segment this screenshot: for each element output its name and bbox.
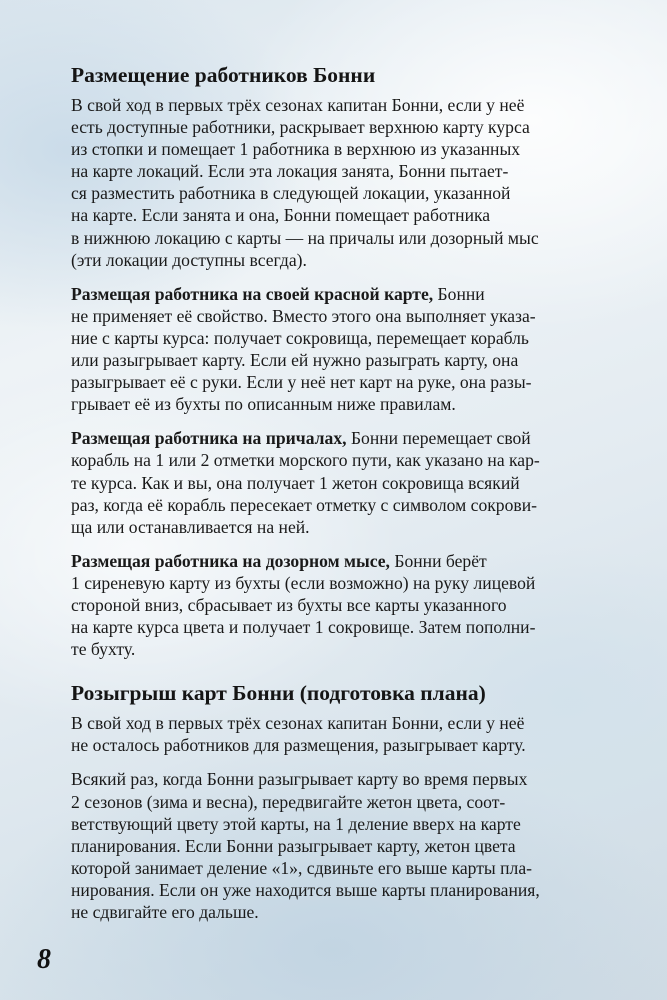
text-line: нирования. Если он уже находится выше карты планирования, xyxy=(71,879,540,900)
lead-tail: Бонни перемещает свой xyxy=(346,428,531,449)
text-line: из стопки и помещает 1 работника в верхнюю из указанных xyxy=(71,139,521,160)
text-line: ние с карты курса: получает сокровища, перемещает корабль xyxy=(71,327,529,348)
text-line: В свой ход в первых трёх сезонах капитан Бонни, если у неё xyxy=(71,95,525,115)
text-line: разыгрывает её с руки. Если у неё нет карт на руке, она разы- xyxy=(71,372,532,393)
text-line: стороной вниз, сбрасывает из бухты все карты указанного xyxy=(71,594,507,615)
text-line: планирования. Если Бонни разыгрывает карту, жетон цвета xyxy=(71,835,516,856)
red-card-paragraph xyxy=(71,283,601,416)
text-line: 2 сезонов (зима и весна), передвигайте жетон цвета, соот- xyxy=(71,791,506,812)
text-line: 1 сиреневую карту из бухты (если возможно) на руку лицевой xyxy=(71,572,536,593)
bold-lead: Размещая работника на своей красной карте, xyxy=(71,283,434,304)
text-line: раз, когда её корабль пересекает отметку с символом сокрови- xyxy=(71,494,537,515)
text-line: на карте. Если занята и она, Бонни помещает работника xyxy=(71,205,491,226)
text-line: те курса. Как и вы, она получает 1 жетон сокровища всякий xyxy=(71,472,520,493)
section-card-play xyxy=(71,680,601,923)
lookout-paragraph xyxy=(71,550,601,660)
rules-page xyxy=(71,62,601,935)
lead-tail: Бонни xyxy=(433,283,485,304)
text-line: есть доступные работники, раскрывает верхнюю карту курса xyxy=(71,117,530,138)
intro-paragraph xyxy=(71,94,601,271)
section-heading: Размещение работников Бонни xyxy=(71,63,376,87)
page-number: 8 xyxy=(37,944,51,975)
card-play-paragraph-2 xyxy=(71,768,601,923)
docks-paragraph xyxy=(71,427,601,537)
text-line xyxy=(71,550,601,572)
text-line: не применяет её свойство. Вместо этого она выполняет указа- xyxy=(71,305,536,326)
text-line: которой занимает деление «1», сдвиньте его выше карты пла- xyxy=(71,857,533,878)
text-line: на карте курса цвета и получает 1 сокровище. Затем пополни- xyxy=(71,617,536,638)
text-line: в нижнюю локацию с карты — на причалы или дозорный мыс xyxy=(71,227,539,248)
card-play-paragraph-1 xyxy=(71,712,601,756)
text-line: Всякий раз, когда Бонни разыгрывает карту во время первых xyxy=(71,769,528,790)
lead-tail: Бонни берёт xyxy=(389,550,487,571)
text-line: те бухту. xyxy=(71,639,136,660)
text-line: грывает её из бухты по описанным ниже правилам. xyxy=(71,394,456,415)
text-line xyxy=(71,427,601,449)
section-heading: Розыгрыш карт Бонни (подготовка плана) xyxy=(71,681,486,706)
text-line: (эти локации доступны всегда). xyxy=(71,249,307,270)
bold-lead: Размещая работника на дозорном мысе, xyxy=(71,550,390,571)
text-line: корабль на 1 или 2 отметки морского пути, как указано на кар- xyxy=(71,450,540,471)
text-line: ща или останавливается на ней. xyxy=(71,516,310,537)
text-line: ветствующий цвету этой карты, на 1 деление вверх на карте xyxy=(71,813,521,834)
text-line: на карте локаций. Если эта локация занята, Бонни пытает- xyxy=(71,161,509,182)
text-line: или разыгрывает карту. Если ей нужно разыграть карту, она xyxy=(71,350,519,371)
text-line: не сдвигайте его дальше. xyxy=(71,902,259,922)
text-line: В свой ход в первых трёх сезонах капитан Бонни, если у неё xyxy=(71,713,525,734)
text-line: не осталось работников для размещения, разыгрывает карту. xyxy=(71,735,526,756)
section-worker-placement xyxy=(71,62,601,660)
bold-lead: Размещая работника на причалах, xyxy=(71,428,347,449)
text-line xyxy=(71,283,601,305)
text-line: ся разместить работника в следующей локации, указанной xyxy=(71,183,511,204)
